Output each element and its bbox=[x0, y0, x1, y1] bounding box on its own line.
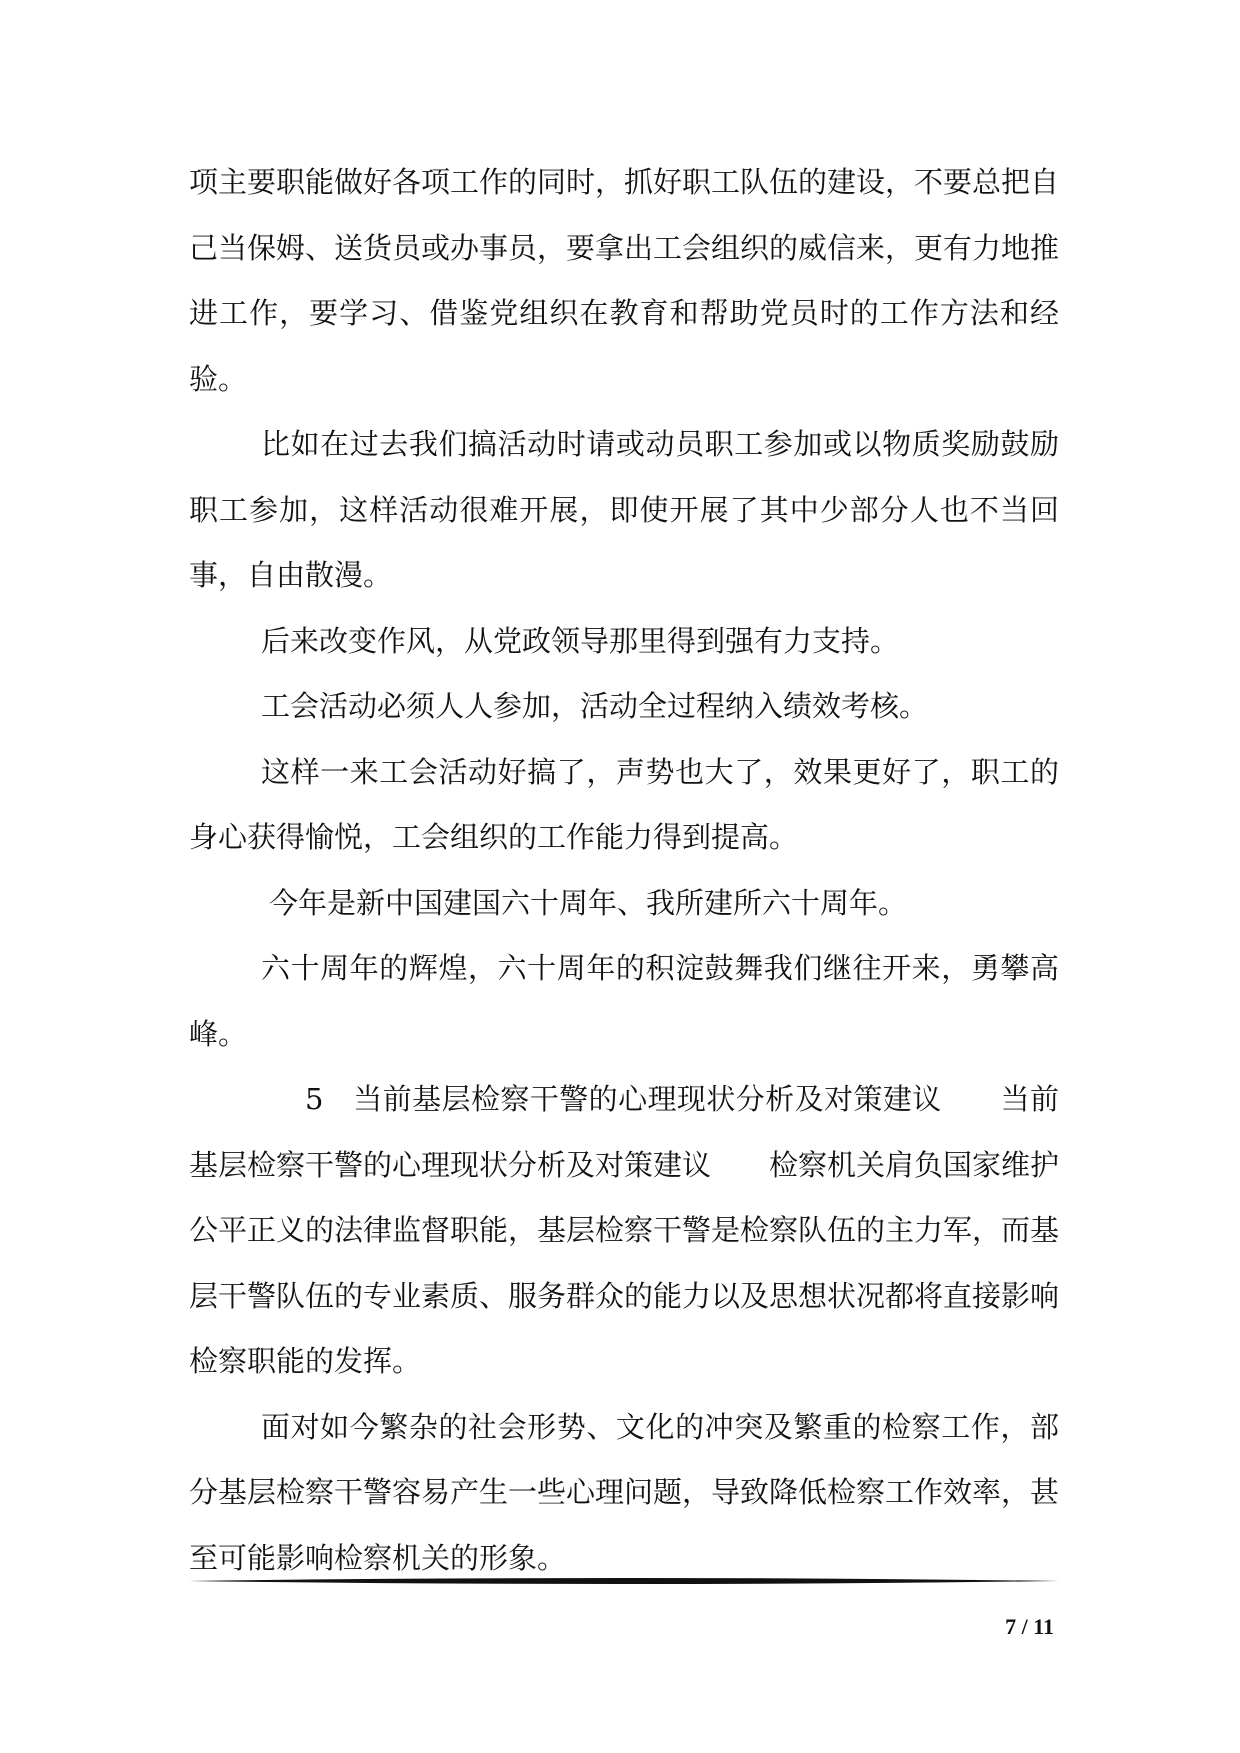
footer-divider bbox=[189, 1577, 1059, 1585]
document-body bbox=[189, 150, 1059, 1591]
paragraph-5: 这样一来工会活动好搞了，声势也大了，效果更好了，职工的身心获得愉悦，工会组织的工作能力得到提高。 bbox=[189, 754, 1059, 854]
paragraph-1: 项主要职能做好各项工作的同时，抓好职工队伍的建设，不要总把自己当保姆、送货员或办事员，要拿出工会组织的威信来，更有力地推进工作，要学习、借鉴党组织在教育和帮助党员时的工作方法和经验。 bbox=[189, 165, 1060, 396]
paragraph-9: 面对如今繁杂的社会形势、文化的冲突及繁重的检察工作，部分基层检察干警容易产生一些心理问题，导致降低检察工作效率，甚至可能影响检察机关的形象。 bbox=[189, 1409, 1060, 1575]
paragraph-2: 比如在过去我们搞活动时请或动员职工参加或以物质奖励鼓励职工参加，这样活动很难开展，即使开展了其中少部分人也不当回事，自由散漫。 bbox=[189, 427, 1059, 592]
paragraph-4: 工会活动必须人人参加，活动全过程纳入绩效考核。 bbox=[261, 689, 929, 723]
page-number: 7 / 11 bbox=[1005, 1614, 1054, 1639]
paragraph-6: 今年是新中国建国六十周年、我所建所六十周年。 bbox=[269, 885, 908, 920]
paragraph-8-section-heading: 5 当前基层检察干警的心理现状分析及对策建议 当前基层检察干警的心理现状分析及对策建议 检察机关肩负国家维护公平正义的法律监督职能，基层检察干警是检察队伍的主力军，而基层干警队伍的专业素质、服务群众的能力以及思想状况都将直接影响检察职能的发挥。 bbox=[189, 1082, 1060, 1378]
paragraph-7: 六十周年的辉煌，六十周年的积淀鼓舞我们继往开来，勇攀高峰。 bbox=[189, 951, 1059, 1051]
paragraph-3: 后来改变作风，从党政领导那里得到强有力支持。 bbox=[261, 623, 900, 658]
